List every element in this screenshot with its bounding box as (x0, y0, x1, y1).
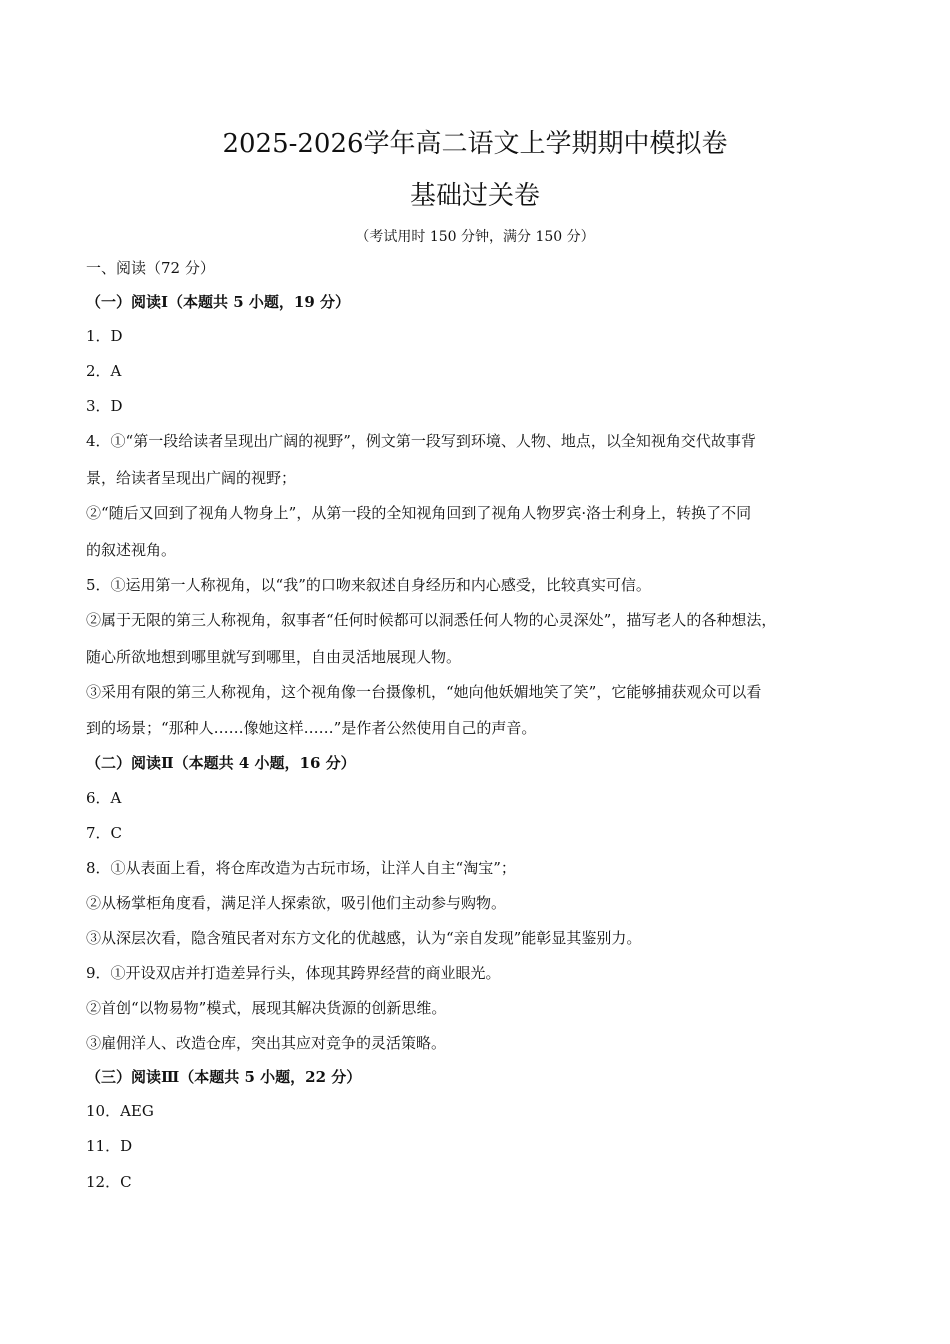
answer-line: ②属于无限的第三人称视角，叙事者“任何时候都可以洞悉任何人物的心灵深处”，描写老人的各种想法， (86, 611, 777, 629)
answer-line: 12．C (86, 1173, 132, 1191)
answer-line: 的叙述视角。 (86, 541, 177, 559)
answer-line: 5．①运用第一人称视角，以“我”的口吻来叙述自身经历和内心感受，比较真实可信。 (86, 576, 651, 594)
answer-line: 8．①从表面上看，将仓库改造为古玩市场，让洋人自主“淘宝”； (86, 859, 516, 877)
answer-line: ③雇佣洋人、改造仓库，突出其应对竞争的灵活策略。 (86, 1034, 447, 1052)
part-heading-reading-2: （二）阅读Ⅱ（本题共 4 小题，16 分） (86, 754, 356, 772)
document-title: 2025-2026学年高二语文上学期期中模拟卷 (222, 129, 728, 159)
answer-line: ②从杨掌柜角度看，满足洋人探索欲，吸引他们主动参与购物。 (86, 894, 507, 912)
answer-line: 4．①“第一段给读者呈现出广阔的视野”，例文第一段写到环境、人物、地点，以全知视角交代故事背 (86, 432, 756, 450)
answer-line: 随心所欲地想到哪里就写到哪里，自由灵活地展现人物。 (86, 648, 462, 666)
exam-info: （考试用时 150 分钟，满分 150 分） (355, 229, 595, 245)
part-heading-reading-1: （一）阅读Ⅰ（本题共 5 小题，19 分） (86, 293, 350, 311)
answer-line: 到的场景；“那种人……像她这样……”是作者公然使用自己的声音。 (86, 719, 537, 737)
answer-line: 景，给读者呈现出广阔的视野； (86, 469, 297, 487)
answer-line: 11．D (86, 1137, 133, 1155)
answer-line: 2．A (86, 362, 122, 380)
answer-line: ③采用有限的第三人称视角，这个视角像一台摄像机，“她向他妖媚地笑了笑”，它能够捕获观众可以看 (86, 683, 762, 701)
answer-line: 9．①开设双店并打造差异行头，体现其跨界经营的商业眼光。 (86, 964, 501, 982)
answer-line: 7．C (86, 824, 123, 842)
answer-line: ②首创“以物易物”模式，展现其解决货源的创新思维。 (86, 999, 447, 1017)
document-subtitle: 基础过关卷 (409, 181, 540, 211)
answer-line: 3．D (86, 397, 123, 415)
answer-line: ③从深层次看，隐含殖民者对东方文化的优越感，认为“亲自发现”能彰显其鉴别力。 (86, 929, 642, 947)
part-heading-reading-3: （三）阅读Ⅲ（本题共 5 小题，22 分） (86, 1068, 362, 1086)
section-heading-reading: 一、阅读（72 分） (86, 259, 215, 277)
answer-line: 10．AEG (86, 1102, 154, 1120)
answer-line: ②“随后又回到了视角人物身上”，从第一段的全知视角回到了视角人物罗宾·洛士利身上，转换了不同 (86, 504, 752, 522)
answer-line: 6．A (86, 789, 122, 807)
answer-line: 1．D (86, 327, 123, 345)
